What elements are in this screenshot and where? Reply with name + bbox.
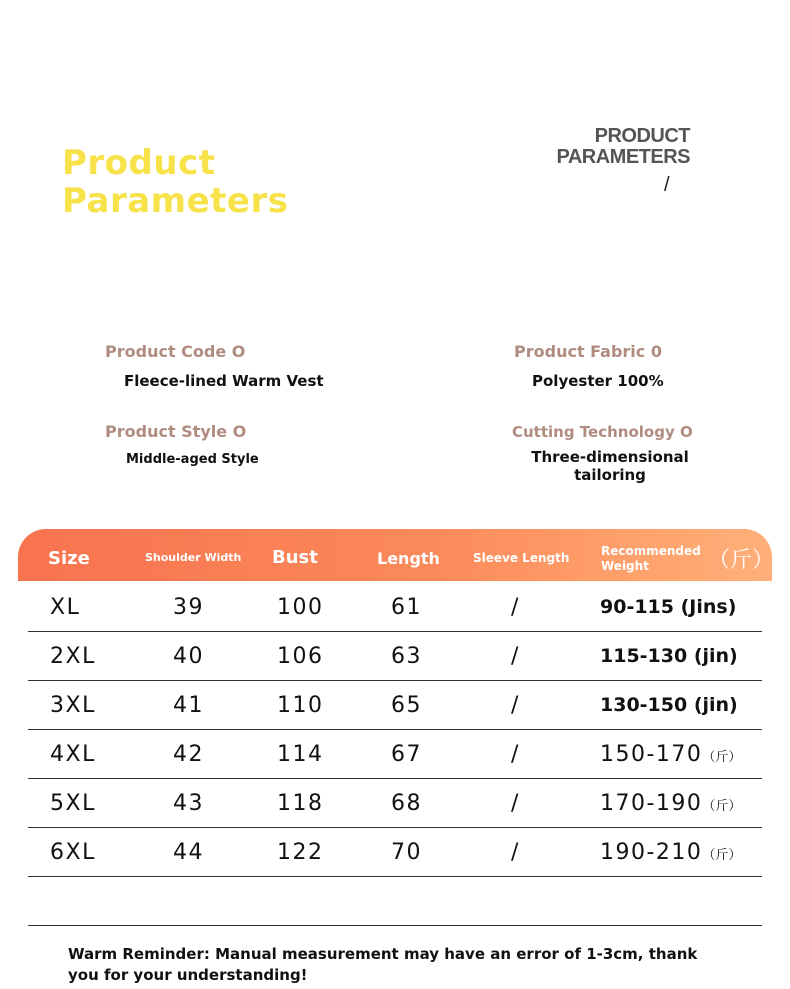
warm-reminder: Warm Reminder: Manual measurement may have an error of 1-3cm, thank you for your understanding! (68, 945, 698, 984)
cell-size: 5XL (50, 791, 96, 816)
weight-unit: （斤） (702, 848, 742, 863)
cell-shoulder: 39 (173, 595, 204, 620)
page-title-line2: Parameters (62, 181, 289, 221)
param-label: Product Fabric 0 (514, 342, 662, 361)
table-row (28, 779, 762, 828)
param-label: Product Style O (105, 422, 247, 441)
cell-bust: 106 (277, 644, 324, 669)
cell-weight (600, 840, 741, 865)
size-table-header (18, 529, 775, 581)
header-shoulder-width: Shoulder Width (145, 551, 242, 564)
cell-weight: 115-130 (jin) (600, 645, 738, 667)
cell-shoulder: 43 (173, 791, 204, 816)
cell-shoulder: 44 (173, 840, 204, 865)
header-sleeve-length: Sleeve Length (473, 551, 570, 565)
cell-bust: 118 (277, 791, 324, 816)
page-title-en-line1: PRODUCT (594, 125, 690, 147)
cell-length: 67 (391, 742, 422, 767)
param-value-line1: Three-dimensional (531, 448, 689, 466)
param-value: Fleece-lined Warm Vest (124, 372, 324, 390)
param-value: Polyester 100% (532, 372, 664, 390)
table-row (28, 681, 762, 730)
header-weight-line1: Recommended (601, 544, 701, 558)
header-length: Length (377, 549, 440, 568)
header-bust: Bust (272, 547, 318, 568)
cell-weight: 130-150 (jin) (600, 694, 738, 716)
cell-bust: 122 (277, 840, 324, 865)
cell-size: 2XL (50, 644, 96, 669)
cell-shoulder: 41 (173, 693, 204, 718)
cell-sleeve: / (511, 840, 520, 865)
cell-size: 4XL (50, 742, 96, 767)
page-title-line1: Product (62, 143, 216, 183)
table-row (28, 828, 762, 877)
param-product-code (105, 342, 324, 390)
cell-weight: 90-115 (Jins) (600, 596, 737, 618)
param-label: Cutting Technology O (512, 423, 693, 441)
cell-bust: 110 (277, 693, 324, 718)
title-slash: / (664, 174, 670, 196)
cell-size: 3XL (50, 693, 96, 718)
table-row (28, 583, 762, 632)
cell-size: XL (50, 595, 81, 620)
table-row (28, 632, 762, 681)
cell-sleeve: / (511, 644, 520, 669)
cell-sleeve: / (511, 791, 520, 816)
param-value: Middle-aged Style (126, 452, 259, 467)
cell-length: 65 (391, 693, 422, 718)
weight-range: 170-190 (600, 791, 703, 816)
page-title (62, 144, 288, 220)
cell-weight (600, 742, 741, 767)
size-table-body (28, 583, 762, 877)
cell-sleeve: / (511, 742, 520, 767)
page-title-en (556, 126, 690, 168)
cell-length: 63 (391, 644, 422, 669)
table-bottom-divider (28, 925, 762, 926)
cell-length: 70 (391, 840, 422, 865)
cell-sleeve: / (511, 595, 520, 620)
header-weight-line2: Weight (601, 559, 649, 573)
weight-unit: （斤） (702, 750, 742, 765)
param-label: Product Code O (105, 342, 246, 361)
cell-bust: 114 (277, 742, 324, 767)
table-row (28, 730, 762, 779)
cell-sleeve: / (511, 693, 520, 718)
weight-range: 190-210 (600, 840, 703, 865)
cell-shoulder: 42 (173, 742, 204, 767)
header-unit: （斤） (708, 548, 775, 573)
cell-length: 68 (391, 791, 422, 816)
param-value-line2: tailoring (574, 466, 646, 484)
cell-weight (600, 791, 741, 816)
header-size: Size (48, 548, 90, 569)
cell-length: 61 (391, 595, 422, 620)
weight-range: 150-170 (600, 742, 703, 767)
cell-size: 6XL (50, 840, 96, 865)
header-recommended-weight (601, 544, 701, 574)
param-product-style (105, 422, 259, 467)
page-title-en-line2: PARAMETERS (556, 146, 690, 168)
weight-unit: （斤） (702, 799, 742, 814)
cell-shoulder: 40 (173, 644, 204, 669)
param-cutting-technology (512, 423, 708, 484)
param-product-fabric (514, 342, 664, 390)
cell-bust: 100 (277, 595, 324, 620)
